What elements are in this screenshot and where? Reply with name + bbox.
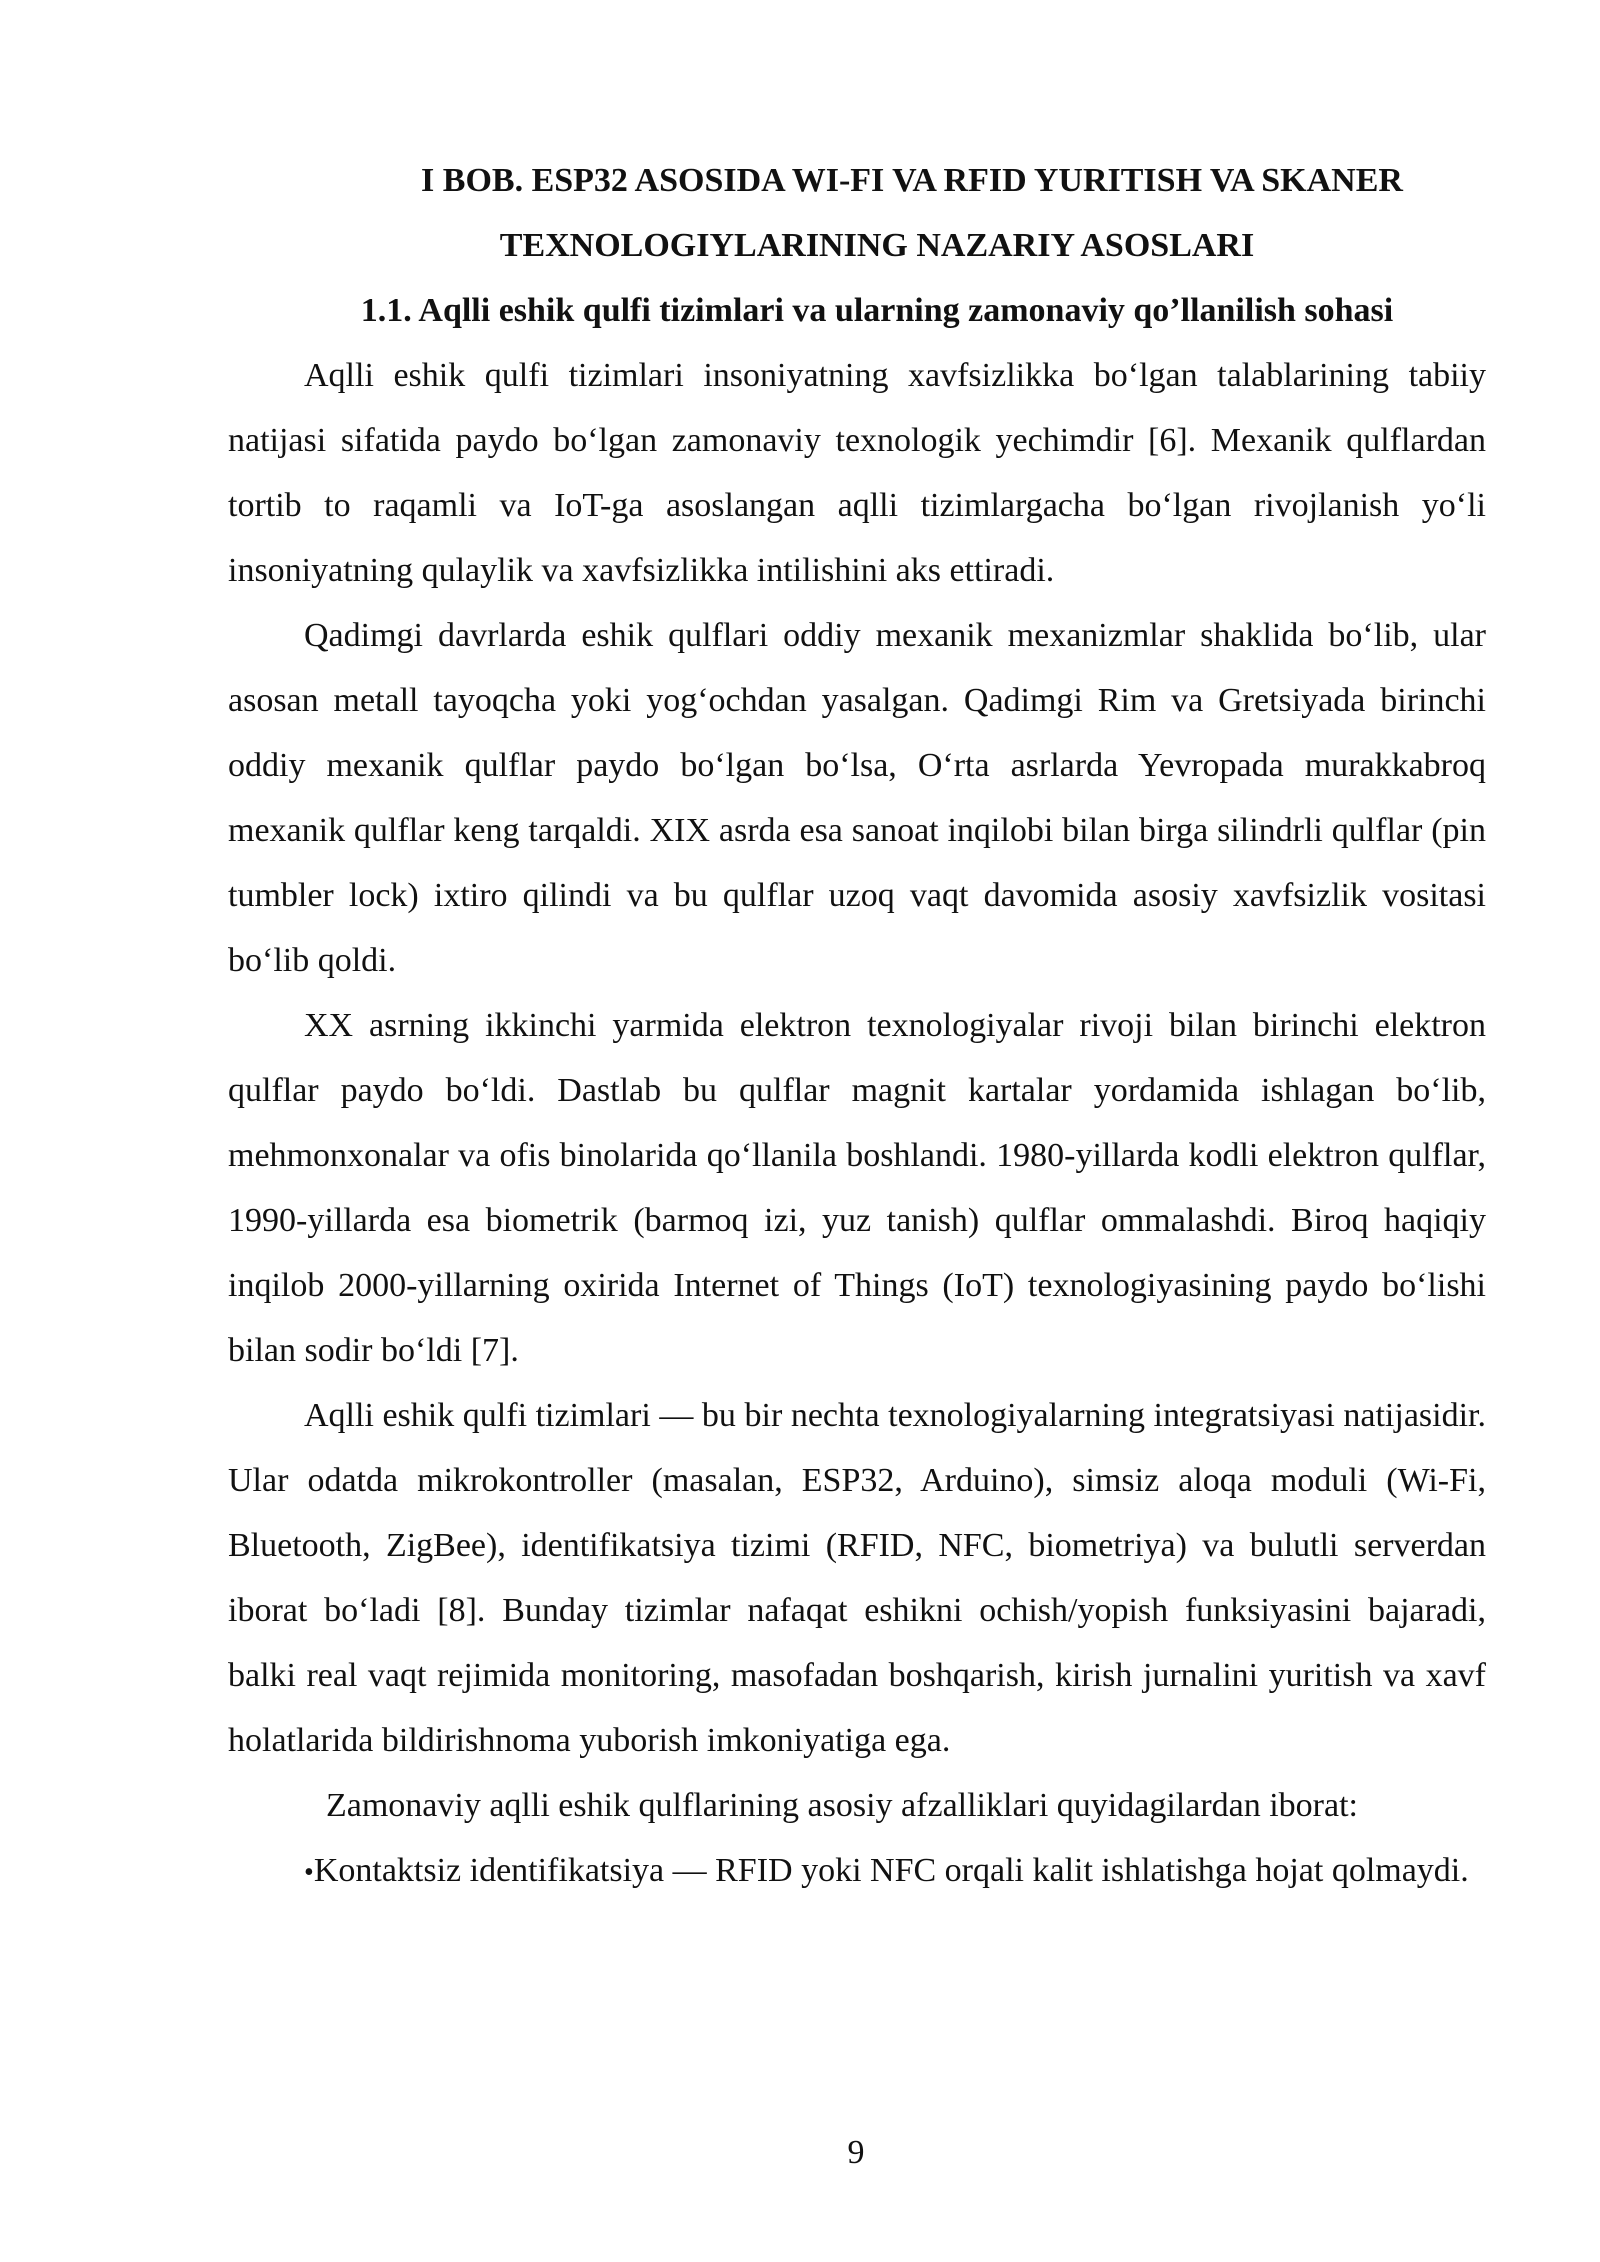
page-number: 9 <box>847 2134 865 2171</box>
bullet-item <box>228 1838 1486 1905</box>
page-content <box>228 148 1486 1905</box>
bullet-text: Kontaktsiz identifikatsiya — RFID yoki NFC orqali kalit ishlatishga hojat qolmaydi. <box>313 1852 1469 1889</box>
paragraph-2: Qadimgi davrlarda eshik qulflari oddiy mexanik mexanizmlar shaklida bo‘lib, ular asosan metall tayoqcha yoki yog‘ochdan yasalgan. Qadimgi Rim va Gretsiyada birinchi oddiy mexanik qulflar paydo bo‘lgan bo‘lsa, O‘rta asrlarda Yevropada murakkabroq mexanik qulflar keng tarqaldi. XIX asrda esa sanoat inqilobi bilan birga silindrli qulflar (pin tumbler lock) ixtiro qilindi va bu qulflar uzoq vaqt davomida asosiy xavfsizlik vositasi bo‘lib qoldi. <box>228 617 1486 979</box>
paragraph-4: Aqlli eshik qulfi tizimlari — bu bir nechta texnologiyalarning integratsiyasi natijasidir. Ular odatda mikrokontroller (masalan, ESP32, Arduino), simsiz aloqa moduli (Wi-Fi, Bluetooth, ZigBee), identifikatsiya tizimi (RFID, NFC, biometriya) va bulutli serverdan iborat bo‘ladi [8]. Bunday tizimlar nafaqat eshikni ochish/yopish funksiyasini bajaradi, balki real vaqt rejimida monitoring, masofadan boshqarish, kirish jurnalini yuritish va xavf holatlarida bildirishnoma yuborish imkoniyatiga ega. <box>228 1397 1486 1759</box>
section-title: 1.1. Aqlli eshik qulfi tizimlari va ularning zamonaviy qo’llanilish sohasi <box>360 292 1394 329</box>
paragraph-3: XX asrning ikkinchi yarmida elektron texnologiyalar rivoji bilan birinchi elektron qulflar paydo bo‘ldi. Dastlab bu qulflar magnit kartalar yordamida ishlagan bo‘lib, mehmonxonalar va ofis binolarida qo‘llanila boshlandi. 1980-yillarda kodli elektron qulflar, 1990-yillarda esa biometrik (barmoq izi, yuz tanish) qulflar ommalashdi. Biroq haqiqiy inqilob 2000-yillarning oxirida Internet of Things (IoT) texnologiyasining paydo bo‘lishi bilan sodir bo‘ldi [7]. <box>228 1007 1486 1369</box>
paragraph-1: Aqlli eshik qulfi tizimlari insoniyatning xavfsizlikka bo‘lgan talablarining tabiiy natijasi sifatida paydo bo‘lgan zamonaviy texnologik yechimdir [6]. Mexanik qulflardan tortib to raqamli va IoT-ga asoslangan aqlli tizimlargacha bo‘lgan rivojlanish yo‘li insoniyatning qulaylik va xavfsizlikka intilishini aks ettiradi. <box>228 357 1486 589</box>
bullet-marker: • <box>304 1857 314 1888</box>
chapter-title-line-2: TEXNOLOGIYLARINING NAZARIY ASOSLARI <box>499 227 1255 264</box>
chapter-title <box>228 148 1486 278</box>
advantages-intro: Zamonaviy aqlli eshik qulflarining asosiy afzalliklari quyidagilardan iborat: <box>326 1787 1358 1824</box>
chapter-title-line-1: I BOB. ESP32 ASOSIDA WI-FI VA RFID YURITISH VA SKANER <box>421 162 1403 199</box>
